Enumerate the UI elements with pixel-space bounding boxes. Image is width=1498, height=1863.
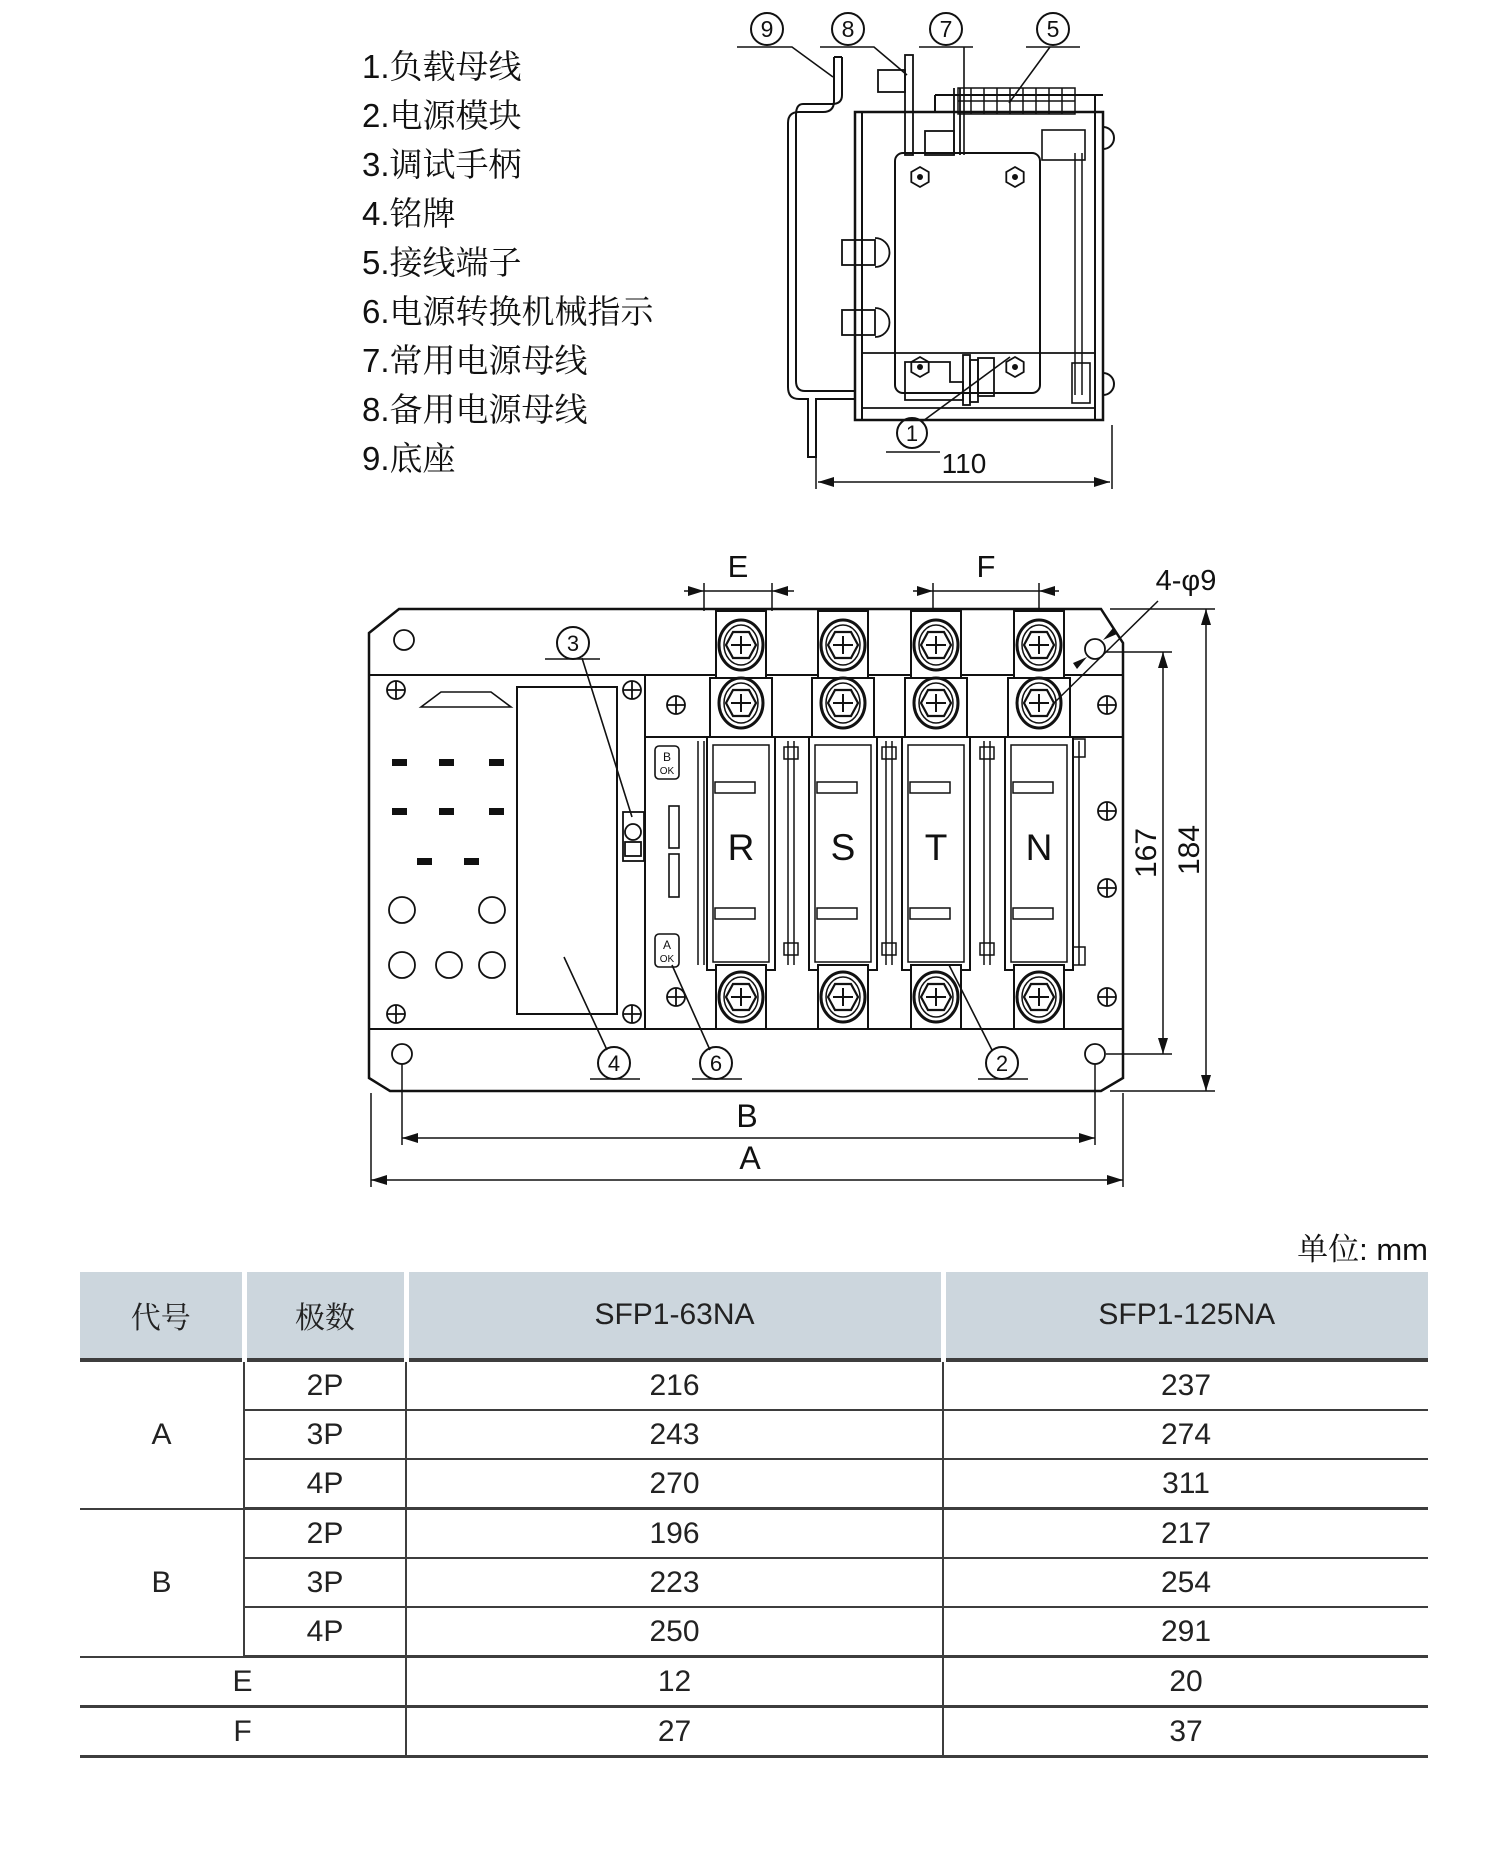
cell-125na: 254 bbox=[943, 1558, 1428, 1607]
callout-2-label: 2 bbox=[995, 1051, 1009, 1076]
table-row bbox=[80, 1509, 1428, 1559]
cell-poles: 2P bbox=[244, 1509, 406, 1559]
code-e: E bbox=[80, 1657, 406, 1707]
legend-item: 5.接线端子 bbox=[362, 244, 522, 281]
cell-63na: 223 bbox=[406, 1558, 943, 1607]
dim-b-label: B bbox=[736, 1098, 758, 1134]
cell-125na: 37 bbox=[943, 1707, 1428, 1757]
busbar-standby bbox=[878, 55, 913, 155]
header-poles: 极数 bbox=[244, 1272, 406, 1360]
header-sfp1-63na: SFP1-63NA bbox=[406, 1272, 943, 1360]
phase-r-label: R bbox=[727, 827, 755, 868]
cell-125na: 291 bbox=[943, 1607, 1428, 1657]
cell-63na: 250 bbox=[406, 1607, 943, 1657]
cell-63na: 196 bbox=[406, 1509, 943, 1559]
dim-e-label: E bbox=[727, 549, 749, 584]
indicator-a-ok: OK bbox=[659, 954, 675, 965]
phase-n-label: N bbox=[1025, 827, 1053, 868]
busbar-normal bbox=[925, 88, 960, 155]
legend-item: 6.电源转换机械指示 bbox=[362, 293, 654, 330]
callout-3-label: 3 bbox=[566, 631, 580, 656]
callout-3 bbox=[545, 627, 632, 817]
legend-item: 1.负载母线 bbox=[362, 48, 522, 85]
callout-9 bbox=[737, 13, 833, 77]
front-view-drawing bbox=[300, 545, 1260, 1195]
dim-f-label: F bbox=[976, 549, 996, 584]
legend-item: 8.备用电源母线 bbox=[362, 391, 588, 428]
header-code: 代号 bbox=[80, 1272, 244, 1360]
pole-bodies bbox=[707, 737, 1073, 970]
indicator-b-ok: OK bbox=[659, 766, 675, 777]
legend-item: 7.常用电源母线 bbox=[362, 342, 588, 379]
cell-poles: 2P bbox=[244, 1360, 406, 1410]
table-header-row bbox=[80, 1272, 1428, 1360]
cell-125na: 237 bbox=[943, 1360, 1428, 1410]
debug-handle bbox=[623, 812, 644, 861]
cell-125na: 311 bbox=[943, 1459, 1428, 1509]
callout-4-label: 4 bbox=[607, 1051, 621, 1076]
cell-63na: 270 bbox=[406, 1459, 943, 1509]
cell-125na: 20 bbox=[943, 1657, 1428, 1707]
callout-7-label: 7 bbox=[939, 16, 953, 42]
cell-63na: 243 bbox=[406, 1410, 943, 1459]
dim-holes-label: 4-φ9 bbox=[1155, 565, 1217, 597]
callout-9-label: 9 bbox=[760, 16, 774, 42]
callout-1-label: 1 bbox=[905, 421, 919, 446]
code-a: A bbox=[80, 1360, 244, 1509]
callout-6-label: 6 bbox=[709, 1051, 723, 1076]
cell-poles: 4P bbox=[244, 1607, 406, 1657]
phase-s-label: S bbox=[830, 827, 856, 868]
table-row bbox=[80, 1410, 1428, 1459]
legend-item: 9.底座 bbox=[362, 440, 456, 477]
table-row bbox=[80, 1657, 1428, 1707]
side-tabs bbox=[842, 238, 890, 337]
dimension-table bbox=[80, 1272, 1428, 1758]
dim-184-label: 184 bbox=[1173, 824, 1206, 876]
table-row bbox=[80, 1558, 1428, 1607]
dim-a-label: A bbox=[739, 1140, 761, 1176]
unit-note: 单位: mm bbox=[1297, 1232, 1428, 1267]
cell-poles: 4P bbox=[244, 1459, 406, 1509]
callout-8-label: 8 bbox=[841, 16, 855, 42]
dim-f bbox=[913, 583, 1059, 611]
table-row bbox=[80, 1707, 1428, 1757]
parts-legend bbox=[362, 42, 654, 483]
cell-poles: 3P bbox=[244, 1410, 406, 1459]
cell-125na: 217 bbox=[943, 1509, 1428, 1559]
mechanism-indicator bbox=[655, 746, 679, 967]
indicator-a-letter: A bbox=[662, 938, 672, 952]
indicator-b-letter: B bbox=[662, 750, 672, 764]
phase-t-label: T bbox=[924, 827, 948, 868]
table-row bbox=[80, 1360, 1428, 1410]
cell-63na: 27 bbox=[406, 1707, 943, 1757]
dim-e bbox=[684, 583, 794, 611]
legend-item: 3.调试手柄 bbox=[362, 146, 522, 183]
cell-poles: 3P bbox=[244, 1558, 406, 1607]
header-sfp1-125na: SFP1-125NA bbox=[943, 1272, 1428, 1360]
cell-63na: 216 bbox=[406, 1360, 943, 1410]
side-view-drawing bbox=[620, 5, 1140, 505]
vent-dashes bbox=[392, 759, 504, 865]
dim-110-label: 110 bbox=[941, 448, 987, 479]
table-row bbox=[80, 1607, 1428, 1657]
legend-item: 4.铭牌 bbox=[362, 195, 456, 232]
cell-125na: 274 bbox=[943, 1410, 1428, 1459]
cell-63na: 12 bbox=[406, 1657, 943, 1707]
dim-167-label: 167 bbox=[1130, 827, 1163, 879]
panel-holes bbox=[389, 897, 505, 978]
code-f: F bbox=[80, 1707, 406, 1757]
table-row bbox=[80, 1459, 1428, 1509]
code-b: B bbox=[80, 1509, 244, 1657]
legend-item: 2.电源模块 bbox=[362, 97, 522, 134]
callout-5-label: 5 bbox=[1046, 16, 1060, 42]
callout-5 bbox=[1009, 13, 1080, 103]
base-bracket bbox=[788, 57, 855, 457]
